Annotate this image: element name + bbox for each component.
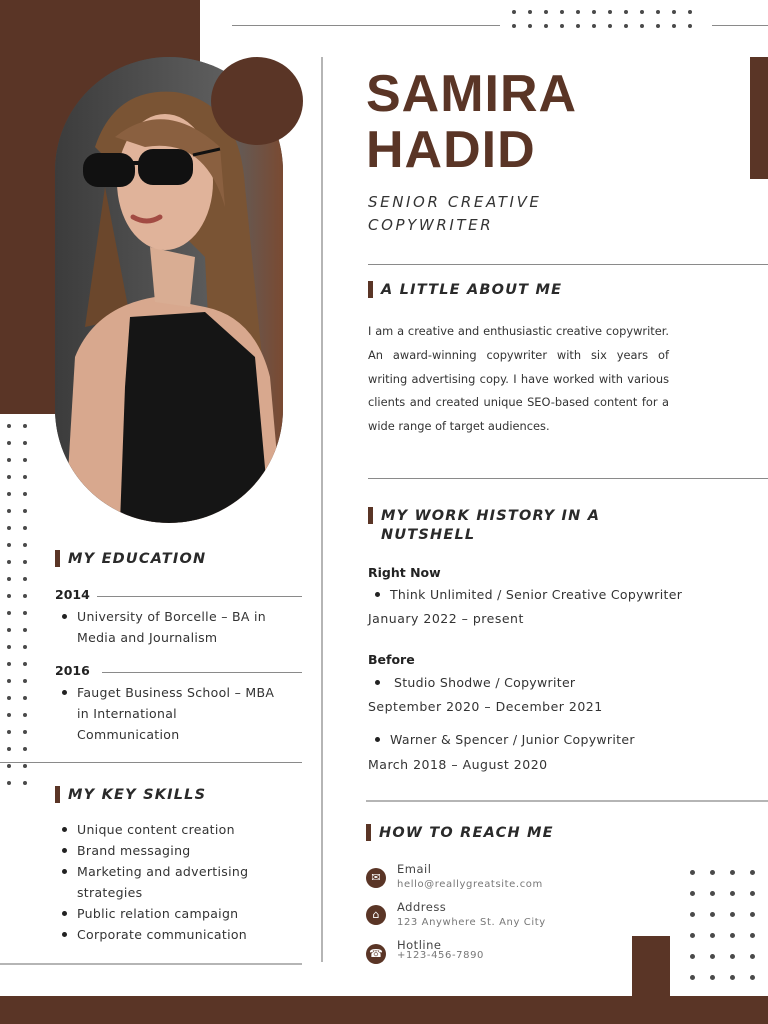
- skills-heading: [55, 786, 206, 805]
- heading-accent-bar: [55, 550, 60, 567]
- heading-accent-bar: [368, 281, 373, 298]
- skill-item: Corporate communication: [55, 924, 280, 945]
- heading-accent-bar: [55, 786, 60, 803]
- work-job-2: Studio Shodwe / Copywriter: [368, 672, 768, 693]
- rule-after-title: [368, 264, 768, 265]
- column-divider: [321, 57, 323, 962]
- mail-icon: ✉: [366, 868, 386, 888]
- about-heading: [368, 281, 562, 300]
- top-rule-right: [712, 25, 768, 26]
- education-heading-text: MY EDUCATION: [68, 551, 207, 567]
- rule-skills-bottom: [0, 963, 302, 965]
- work-job-3-dates: March 2018 – August 2020: [368, 757, 548, 772]
- work-current-job: Think Unlimited / Senior Creative Copywriter: [368, 584, 768, 605]
- heading-accent-bar: [366, 824, 371, 841]
- work-job-2-dates: September 2020 – December 2021: [368, 699, 603, 714]
- decorative-circle: [211, 57, 303, 145]
- rule-after-about: [368, 478, 768, 479]
- skills-list: [55, 819, 280, 945]
- right-edge-brown-block: [750, 57, 768, 179]
- address-label: Address: [397, 900, 447, 914]
- about-text: I am a creative and enthusiastic creative copywriter. An award-winning copywriter with six years of writing advertising copy. I have worked with various clients and created unique SEO-based content for a wide range of target audiences.: [368, 324, 669, 434]
- education-heading: [55, 550, 206, 569]
- education-year-1: 2014: [55, 587, 90, 602]
- rule-education-left: [0, 762, 302, 763]
- skills-heading-text: MY KEY SKILLS: [68, 787, 207, 803]
- dot-pattern-top: [512, 10, 704, 28]
- bottom-right-brown-block: [632, 936, 670, 998]
- education-item-2: Fauget Business School – MBA in International Communication: [55, 682, 275, 745]
- home-icon: ⌂: [366, 905, 386, 925]
- email-label: Email: [397, 862, 432, 876]
- education-year-1-rule: [97, 596, 302, 597]
- contact-heading: [366, 824, 554, 843]
- dot-pattern-bottom-right: [690, 870, 768, 980]
- last-name: HADID: [366, 121, 536, 179]
- work-heading-line2: NUTSHELL: [381, 527, 476, 543]
- skill-item: Public relation campaign: [55, 903, 280, 924]
- skill-item: Brand messaging: [55, 840, 280, 861]
- work-current-label: Right Now: [368, 565, 441, 580]
- contact-heading-text: HOW TO REACH ME: [379, 825, 554, 841]
- phone-icon: ☎: [366, 944, 386, 964]
- hotline-value[interactable]: +123-456-7890: [397, 950, 485, 961]
- skill-item: Unique content creation: [55, 819, 280, 840]
- work-before-list-1: [368, 672, 768, 693]
- first-name: SAMIRA: [366, 65, 578, 123]
- work-heading: [368, 507, 600, 545]
- work-before-list-2: [368, 729, 768, 750]
- top-rule-left: [232, 25, 500, 26]
- heading-accent-bar: [368, 507, 373, 524]
- hotline-label: Hotline: [397, 938, 442, 952]
- work-before-label: Before: [368, 652, 415, 667]
- work-current-list: [368, 584, 768, 605]
- email-value[interactable]: hello@reallygreatsite.com: [397, 879, 543, 890]
- education-item-1: University of Borcelle – BA in Media and Journalism: [55, 606, 275, 648]
- education-list-1: [55, 606, 275, 648]
- work-heading-line1: MY WORK HISTORY IN A: [381, 508, 601, 524]
- work-job-3: Warner & Spencer / Junior Copywriter: [368, 729, 768, 750]
- bottom-brown-band: [0, 996, 768, 1024]
- education-year-2: 2016: [55, 663, 90, 678]
- job-title-line2: COPYWRITER: [368, 216, 494, 234]
- dot-pattern-left: [7, 424, 39, 785]
- education-year-2-rule: [102, 672, 302, 673]
- job-title-line1: SENIOR CREATIVE: [368, 193, 542, 211]
- about-heading-text: A LITTLE ABOUT ME: [381, 282, 563, 298]
- work-current-dates: January 2022 – present: [368, 611, 524, 626]
- skill-item: Marketing and advertising strategies: [55, 861, 280, 903]
- address-value: 123 Anywhere St. Any City: [397, 917, 546, 928]
- rule-after-work: [366, 800, 768, 802]
- education-list-2: [55, 682, 275, 745]
